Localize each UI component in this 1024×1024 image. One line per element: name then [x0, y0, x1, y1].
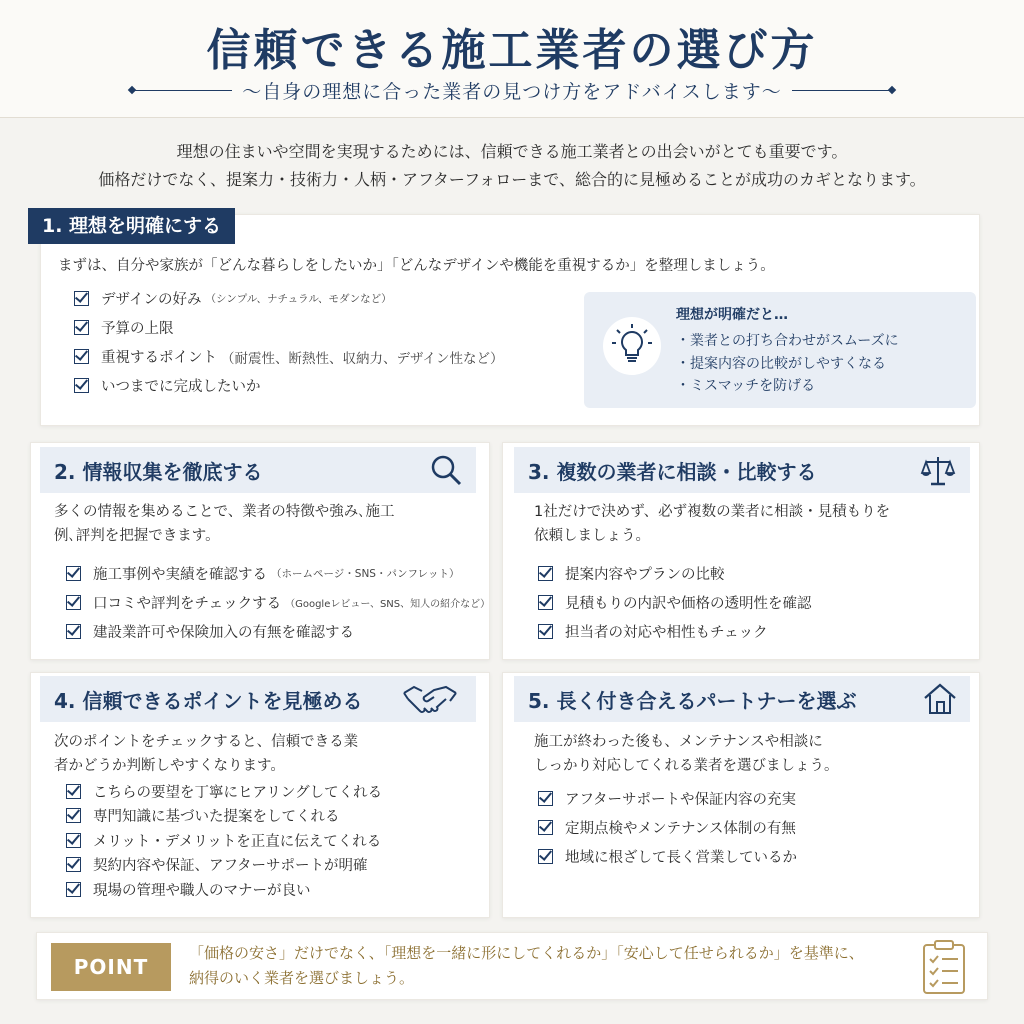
checkbox-icon: [74, 349, 89, 364]
checkbox-icon: [66, 566, 81, 581]
checklist-item: メリット・デメリットを正直に伝えてくれる: [66, 828, 382, 853]
checklist-item: こちらの要望を丁寧にヒアリングしてくれる: [66, 779, 382, 804]
intro-text: [0, 138, 1024, 194]
checklist-item: 重視するポイント （耐震性、断熱性、収納力、デザイン性など）: [74, 342, 504, 371]
checkbox-icon: [66, 784, 81, 799]
point-box: [36, 932, 988, 1000]
intro-line-2: 価格だけでなく、提案力・技術力・人柄・アフターフォローまで、総合的に見極めることが成功のカギとなります。: [98, 170, 926, 189]
subtitle-divider-left: [132, 90, 232, 91]
section-5-header: [514, 676, 970, 722]
checklist-item: 施工事例や実績を確認する （ホームページ・SNS・パンフレット）: [66, 559, 490, 588]
handshake-icon: [402, 681, 458, 717]
checklist-item: 口コミや評判をチェックする （Googleレビュー、SNS、知人の紹介など）: [66, 588, 490, 617]
checkbox-icon: [66, 808, 81, 823]
checkbox-icon: [66, 833, 81, 848]
checkbox-icon: [66, 624, 81, 639]
subtitle-row: [0, 76, 1024, 104]
checkbox-icon: [74, 320, 89, 335]
section-4-heading: 4. 信頼できるポイントを見極める: [54, 688, 363, 713]
section-1-checklist: [74, 284, 504, 400]
checklist-item: 予算の上限: [74, 313, 504, 342]
checklist-item: いつまでに完成したいか: [74, 371, 504, 400]
checklist-item: 担当者の対応や相性もチェック: [538, 617, 812, 646]
checkbox-icon: [538, 624, 553, 639]
section-4-text: 次のポイントをチェックすると、信頼できる業 者かどうか判断しやすくなります。: [54, 734, 359, 774]
section-3-checklist: [538, 559, 812, 646]
checklist-item: 提案内容やプランの比較: [538, 559, 812, 588]
section-2-checklist: [66, 559, 490, 646]
subtitle-divider-right: [792, 90, 892, 91]
section-3-text: 1社だけで決めず、必ず複数の業者に相談・見積もりを 依頼しましょう。: [534, 504, 891, 544]
note-title: 理想が明確だと…: [676, 307, 788, 323]
point-label: POINT: [51, 943, 171, 991]
checklist-item: 専門知識に基づいた提案をしてくれる: [66, 804, 382, 829]
checkbox-icon: [66, 595, 81, 610]
lightbulb-icon: [602, 316, 662, 376]
checklist-item: 見積もりの内訳や価格の透明性を確認: [538, 588, 812, 617]
section-4-header: [40, 676, 476, 722]
point-text: 「価格の安さ」だけでなく、「理想を一緒に形にしてくれるか」「安心して任せられるか」を基準に、 納得のいく業者を選びましょう。: [189, 944, 864, 987]
section-3-heading: 3. 複数の業者に相談・比較する: [528, 459, 817, 484]
page-header: [0, 0, 1024, 118]
note-item: ・ミスマッチを防げる: [676, 378, 816, 394]
checkbox-icon: [66, 882, 81, 897]
section-5-text: 施工が終わった後も、メンテナンスや相談に しっかり対応してくれる業者を選びましょう。: [534, 734, 839, 774]
section-2-heading: 2. 情報収集を徹底する: [54, 459, 263, 484]
checkbox-icon: [74, 378, 89, 393]
magnifier-icon: [428, 452, 464, 488]
checkbox-icon: [538, 791, 553, 806]
checklist-item: アフターサポートや保証内容の充実: [538, 784, 797, 813]
page-title: 信頼できる施工業者の選び方: [206, 25, 818, 76]
note-list: [676, 330, 899, 398]
checkbox-icon: [538, 595, 553, 610]
note-item: ・業者との打ち合わせがスムーズに: [676, 333, 899, 349]
checklist-item: 現場の管理や職人のマナーが良い: [66, 877, 382, 902]
checklist-item: 地域に根ざして長く営業しているか: [538, 842, 797, 871]
checklist-item: 定期点検やメンテナンス体制の有無: [538, 813, 797, 842]
section-5-heading: 5. 長く付き合えるパートナーを選ぶ: [528, 688, 857, 713]
section-5-checklist: [538, 784, 797, 871]
section-4-checklist: [66, 779, 382, 902]
note-item: ・提案内容の比較がしやすくなる: [676, 355, 886, 372]
checkbox-icon: [66, 857, 81, 872]
section-1-text: まずは、自分や家族が「どんな暮らしをしたいか」「どんなデザインや機能を重視するか」を整理しましょう。: [58, 258, 775, 274]
scale-icon: [918, 452, 958, 488]
checkbox-icon: [74, 291, 89, 306]
checkbox-icon: [538, 849, 553, 864]
checkbox-icon: [538, 566, 553, 581]
checklist-item: デザインの好み （シンプル、ナチュラル、モダンなど）: [74, 284, 504, 313]
section-1-heading: 1. 理想を明確にする: [28, 208, 235, 244]
section-1-note-box: [584, 292, 976, 408]
section-2-text: 多くの情報を集めることで、業者の特徴や強み､施工 例､評判を把握できます。: [54, 504, 395, 544]
checklist-item: 建設業許可や保険加入の有無を確認する: [66, 617, 490, 646]
section-2-header: [40, 447, 476, 493]
section-3-header: [514, 447, 970, 493]
intro-line-1: 理想の住まいや空間を実現するためには、信頼できる施工業者との出会いがとても重要です。: [176, 142, 848, 161]
clipboard-checklist-icon: [921, 939, 967, 995]
checklist-item: 契約内容や保証、アフターサポートが明確: [66, 853, 382, 878]
page-subtitle: 〜自身の理想に合った業者の見つけ方をアドバイスします〜: [242, 80, 782, 103]
house-icon: [922, 681, 958, 717]
checkbox-icon: [538, 820, 553, 835]
